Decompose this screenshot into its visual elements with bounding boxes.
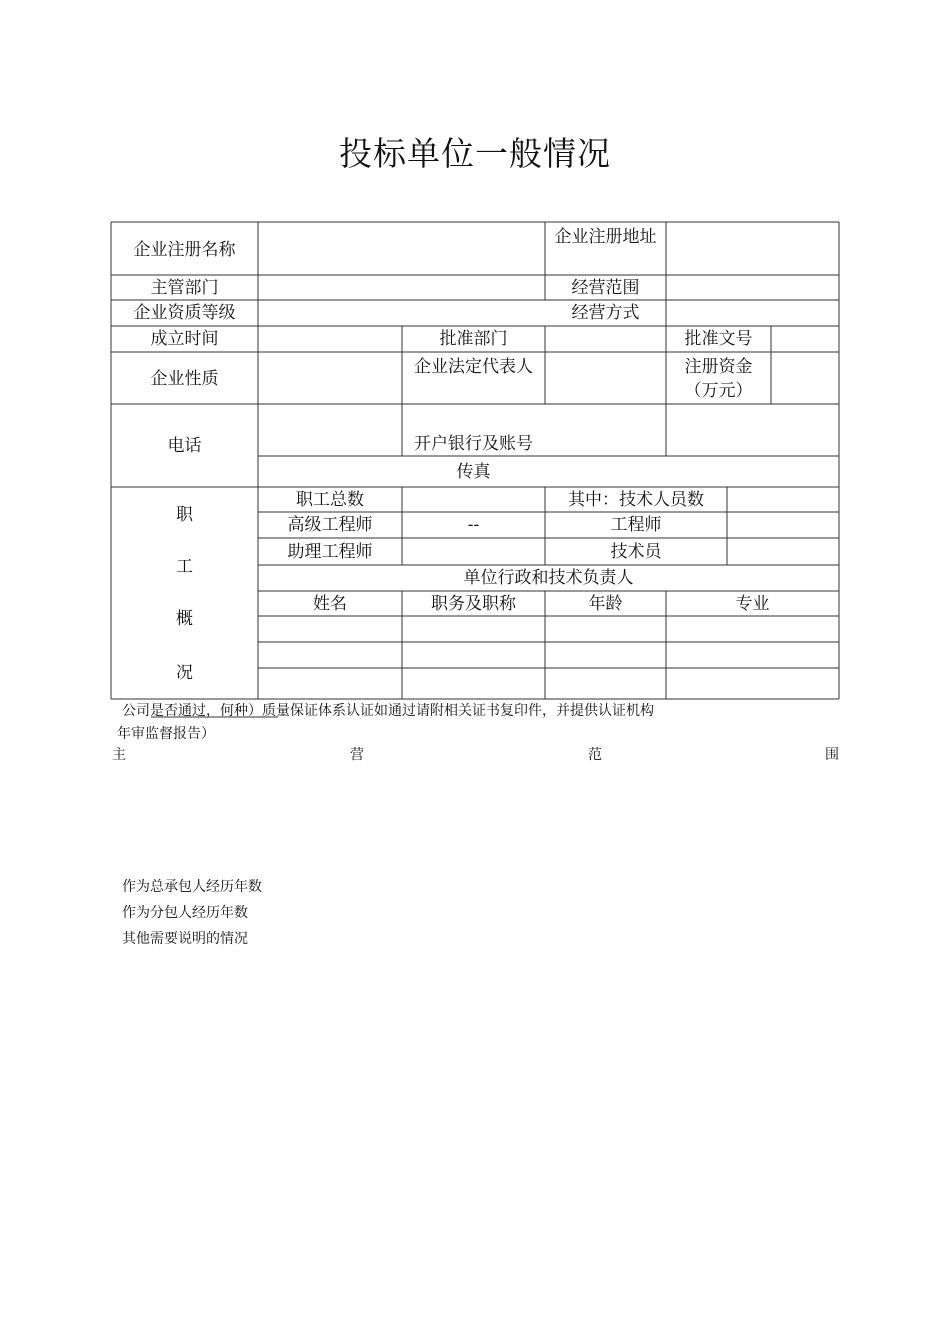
col-name: 姓名 xyxy=(313,594,347,614)
cert-note xyxy=(122,701,654,721)
col-position: 职务及职称 xyxy=(431,594,516,614)
label-senior-engineer: 高级工程师 xyxy=(287,515,373,535)
label-phone: 电话 xyxy=(167,436,202,456)
cert-note-rest: 质量保证体系认证如通过请附相关证书复印件，并提供认证机构 xyxy=(262,703,654,719)
label-reg-address: 企业注册地址 xyxy=(554,227,657,247)
label-tech-staff: 其中：技术人员数 xyxy=(568,490,704,510)
label-biz-mode: 经营方式 xyxy=(571,303,640,323)
label-legal-rep: 企业法定代表人 xyxy=(414,357,533,377)
label-staff-3: 概 xyxy=(176,609,193,629)
label-staff-4: 况 xyxy=(176,663,193,683)
scope-char-1: 主 xyxy=(112,747,126,763)
label-authority: 主管部门 xyxy=(150,278,219,298)
label-reg-name: 企业注册名称 xyxy=(133,240,236,260)
label-approval-doc: 批准文号 xyxy=(684,329,753,349)
label-biz-scope: 经营范围 xyxy=(571,278,640,298)
note-subcontractor-years: 作为分包人经历年数 xyxy=(122,905,248,921)
label-reg-capital-unit: （万元） xyxy=(684,381,753,401)
note-general-contractor-years: 作为总承包人经历年数 xyxy=(122,879,262,895)
page-title: 投标单位一般情况 xyxy=(339,134,611,173)
label-total-staff: 职工总数 xyxy=(296,490,364,510)
label-staff-2: 工 xyxy=(176,557,193,577)
label-fax: 传真 xyxy=(456,462,491,482)
label-staff-1: 职 xyxy=(176,505,193,525)
label-nature: 企业性质 xyxy=(150,369,219,389)
label-bank: 开户银行及账号 xyxy=(414,434,533,454)
cert-note-underlined: 是否通过，何种） xyxy=(150,703,262,719)
scope-char-3: 范 xyxy=(588,747,602,763)
scope-char-2: 营 xyxy=(350,747,364,763)
note-other-info: 其他需要说明的情况 xyxy=(122,931,248,947)
label-assistant-engineer: 助理工程师 xyxy=(287,542,373,562)
label-qualification: 企业资质等级 xyxy=(133,303,236,323)
cert-note-line2: 年审监督报告） xyxy=(117,726,215,742)
label-approval-dept: 批准部门 xyxy=(439,329,508,349)
label-reg-capital: 注册资金 xyxy=(684,357,753,377)
notes xyxy=(122,874,262,952)
label-established: 成立时间 xyxy=(150,329,219,349)
value-senior-engineer: -- xyxy=(467,515,480,535)
col-major: 专业 xyxy=(735,594,770,614)
label-technician: 技术员 xyxy=(610,542,662,562)
scope-char-4: 围 xyxy=(825,747,839,763)
cert-note-prefix: 公司 xyxy=(122,703,150,719)
col-age: 年龄 xyxy=(588,594,623,614)
label-engineer: 工程师 xyxy=(610,515,662,535)
label-leaders: 单位行政和技术负责人 xyxy=(463,568,634,588)
